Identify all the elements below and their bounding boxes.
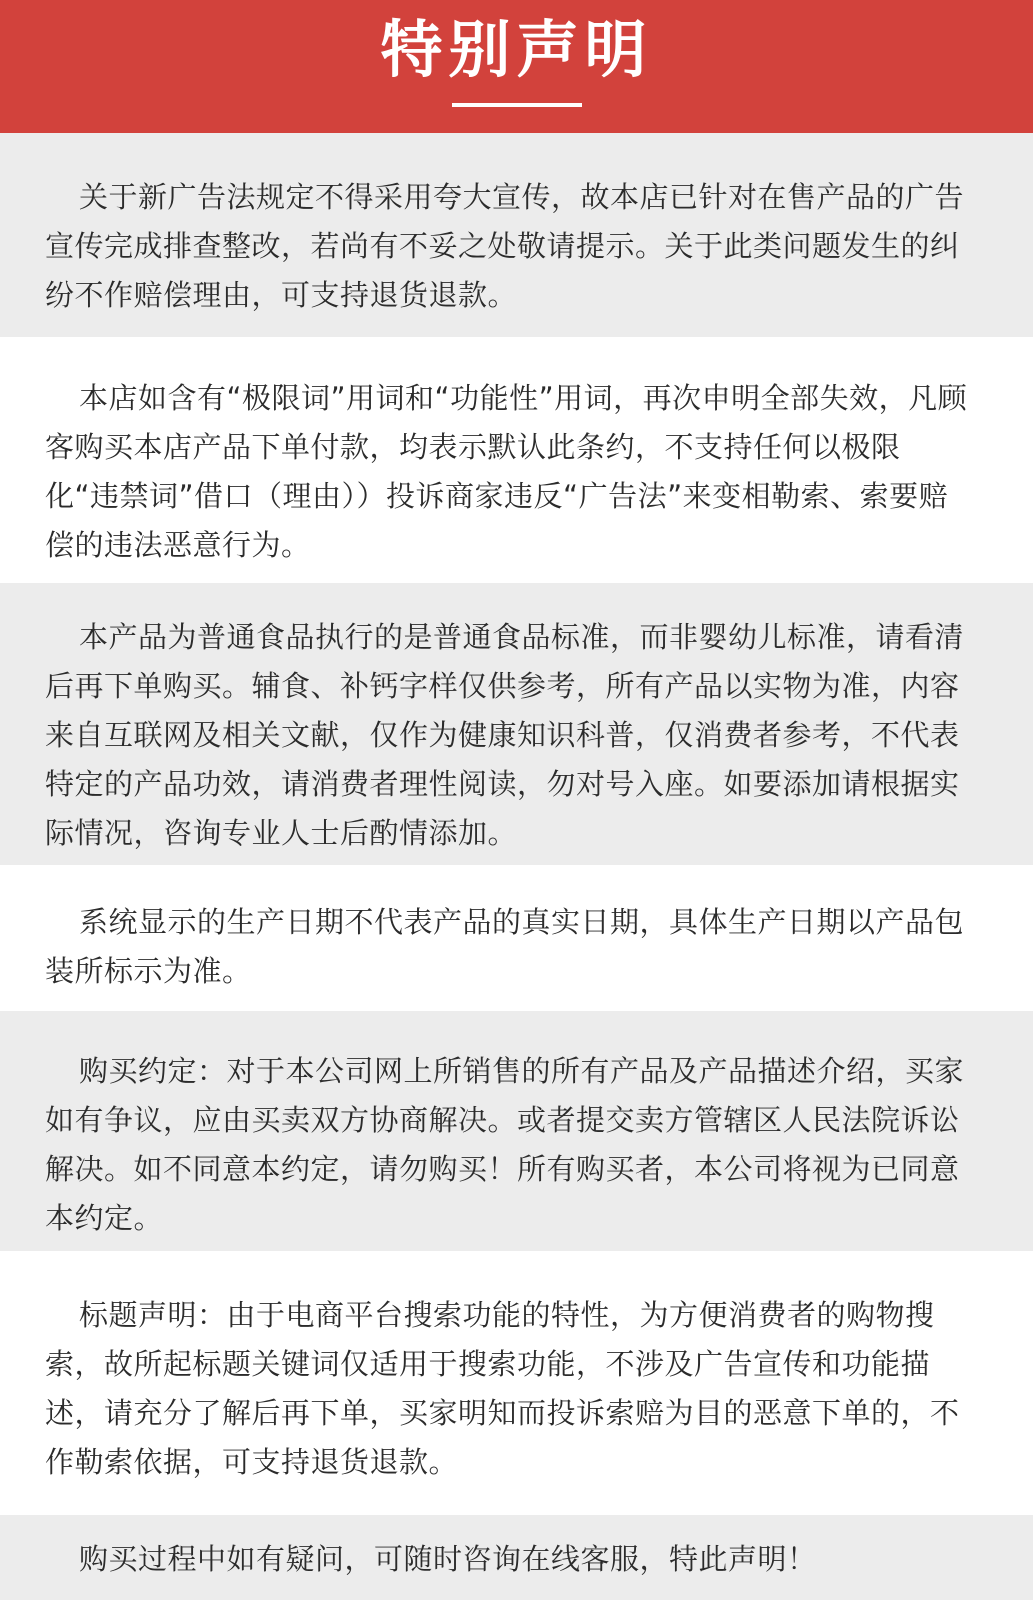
- page-title: 特别声明: [380, 13, 653, 86]
- header-banner: [0, 0, 1033, 133]
- notice-section-extreme-words: [0, 337, 1033, 583]
- notice-section-purchase-agreement: [0, 1011, 1033, 1251]
- notice-paragraph: 标题声明：由于电商平台搜索功能的特性，为方便消费者的购物搜索，故所起标题关键词仅适用于搜索功能，不涉及广告宣传和功能描述，请充分了解后再下单，买家明知而投诉索赔为目的恶意下单的，不作勒索依据，可支持退货退款。: [45, 1298, 960, 1479]
- notice-section-closing: [0, 1515, 1033, 1600]
- notice-paragraph: 本店如含有“极限词”用词和“功能性”用词，再次申明全部失效，凡顾客购买本店产品下单付款，均表示默认此条约，不支持任何以极限化“违禁词”借口（理由））投诉商家违反“广告法”来变相勒索、索要赔偿的违法恶意行为。: [45, 381, 968, 562]
- notice-section-production-date: [0, 865, 1033, 1011]
- notice-paragraph: 关于新广告法规定不得采用夸大宣传，故本店已针对在售产品的广告宣传完成排查整改，若尚有不妥之处敬请提示。关于此类问题发生的纠纷不作赔偿理由，可支持退货退款。: [45, 180, 965, 312]
- notice-section-ad-law: [0, 133, 1033, 337]
- notice-section-title-statement: [0, 1251, 1033, 1515]
- notice-paragraph: 本产品为普通食品执行的是普通食品标准，而非婴幼儿标准，请看清后再下单购买。辅食、补钙字样仅供参考，所有产品以实物为准，内容来自互联网及相关文献，仅作为健康知识科普，仅消费者参考，不代表特定的产品功效，请消费者理性阅读，勿对号入座。如要添加请根据实际情况，咨询专业人士后酌情添加。: [45, 620, 965, 850]
- title-underline: [452, 103, 582, 107]
- notice-paragraph: 购买过程中如有疑问，可随时咨询在线客服，特此声明！: [79, 1542, 817, 1576]
- notice-paragraph: 系统显示的生产日期不代表产品的真实日期，具体生产日期以产品包装所标示为准。: [45, 905, 965, 988]
- notice-paragraph: 购买约定：对于本公司网上所销售的所有产品及产品描述介绍，买家如有争议，应由买卖双方协商解决。或者提交卖方管辖区人民法院诉讼解决。如不同意本约定，请勿购买！所有购买者，本公司将视为已同意本约定。: [45, 1054, 965, 1235]
- notice-section-food-standard: [0, 583, 1033, 865]
